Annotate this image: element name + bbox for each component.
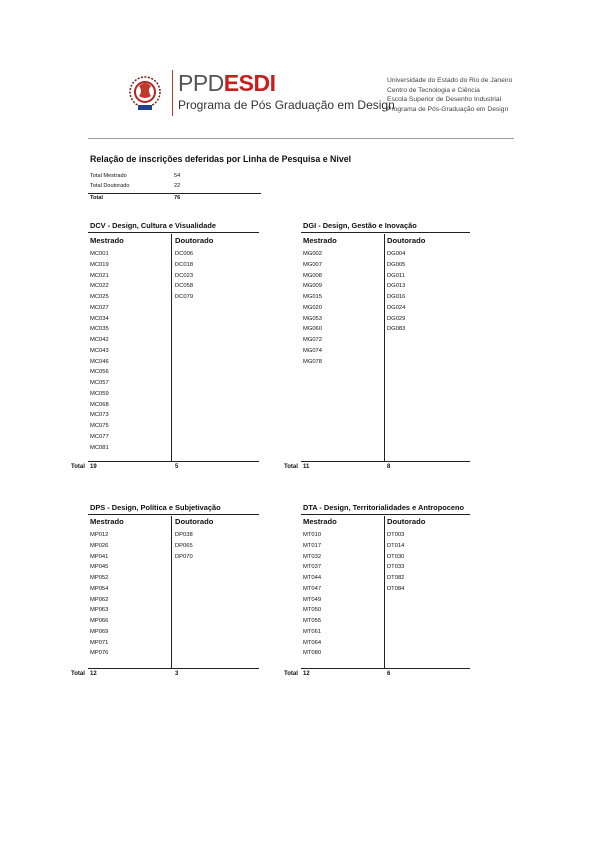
code-entry: MT044 <box>303 575 322 581</box>
code-entry: MC068 <box>90 401 109 408</box>
code-entry: MC043 <box>90 347 109 354</box>
code-entry: MG074 <box>303 347 323 354</box>
code-entry: MC059 <box>90 390 109 397</box>
code-entry: DG029 <box>387 315 406 322</box>
code-entry: MP062 <box>90 596 109 603</box>
summary-value: 76 <box>174 195 181 201</box>
summary-value: 22 <box>174 183 181 189</box>
code-entry: MP066 <box>90 618 109 624</box>
code-entry: MC046 <box>90 358 109 365</box>
code-entry: DT014 <box>387 542 405 549</box>
code-entry: DP070 <box>175 553 193 560</box>
column-divider <box>384 234 385 461</box>
code-entry: MP026 <box>90 542 109 549</box>
code-entry: MC035 <box>90 326 109 333</box>
code-entry: DC018 <box>175 261 194 268</box>
code-entry: DG016 <box>387 294 406 300</box>
section-total-label: Total <box>71 671 85 677</box>
code-entry: MT050 <box>303 607 322 614</box>
code-entry: MG053 <box>303 315 323 322</box>
code-entry: DG013 <box>387 283 406 290</box>
brand-subtitle: Programa de Pós Graduação em Design <box>178 98 395 112</box>
section-title-dps: DPS - Design, Política e Subjetivação <box>90 503 221 512</box>
document-title: Relação de inscrições deferidas por Linha de Pesquisa e Nivel <box>90 154 352 164</box>
mestrado-code-list <box>303 249 322 367</box>
section-total-doutorado: 6 <box>387 671 391 677</box>
code-entry: DC006 <box>175 251 194 257</box>
code-entry: MC034 <box>90 315 109 322</box>
code-entry: MG002 <box>303 251 323 257</box>
code-entry: MP054 <box>90 585 109 592</box>
column-divider <box>171 516 172 668</box>
code-entry: MP071 <box>90 639 109 646</box>
code-entry: MT032 <box>303 553 322 560</box>
section-total-doutorado: 3 <box>175 671 179 677</box>
code-entry: DC079 <box>175 294 194 300</box>
column-header-doutorado: Doutorado <box>175 517 214 526</box>
institution-line: Universidade do Estado do Rio de Janeiro <box>387 77 513 84</box>
summary-label: Total Mestrado <box>90 173 127 179</box>
column-header-mestrado: Mestrado <box>303 236 337 245</box>
header-divider <box>88 138 514 139</box>
code-entry: MT017 <box>303 542 322 549</box>
code-entry: DG004 <box>387 251 406 257</box>
section-title-dta: DTA - Design, Territorialidades e Antropoceno <box>303 503 464 512</box>
column-divider <box>171 234 172 461</box>
code-entry: DG024 <box>387 304 406 311</box>
brand-logo <box>178 70 275 96</box>
logo-divider <box>172 70 173 116</box>
institution-line: Programa de Pós-Graduação em Design <box>387 105 509 113</box>
code-entry: MG072 <box>303 337 323 343</box>
code-entry: MT055 <box>303 618 322 624</box>
institution-line: Escola Superior de Desenho Industrial <box>387 96 502 104</box>
section-title-dcv: DCV - Design, Cultura e Visualidade <box>90 221 216 230</box>
column-header-doutorado: Doutorado <box>387 236 426 245</box>
code-entry: MC022 <box>90 283 109 290</box>
doutorado-code-list <box>175 530 193 562</box>
summary-row-doutorado <box>90 183 260 193</box>
section-total-mestrado: 12 <box>90 671 97 677</box>
section-total-mestrado: 11 <box>303 464 310 470</box>
institution-line: Centro de Tecnologia e Ciência <box>387 86 480 94</box>
mestrado-code-list <box>303 530 321 659</box>
code-entry: DG083 <box>387 326 406 333</box>
code-entry: DP038 <box>175 532 193 538</box>
code-entry: MC025 <box>90 294 109 300</box>
code-entry: MC021 <box>90 272 109 279</box>
code-entry: MC019 <box>90 261 109 268</box>
code-entry: MP012 <box>90 532 109 538</box>
code-entry: MG007 <box>303 261 323 268</box>
mestrado-code-list <box>90 530 108 659</box>
section-total-line <box>301 461 470 462</box>
summary-divider <box>88 193 261 194</box>
code-entry: MG060 <box>303 326 323 333</box>
code-entry: DT030 <box>387 553 405 560</box>
brand-esdi: ESDI <box>223 70 276 96</box>
summary-label: Total <box>90 195 103 201</box>
section-total-label: Total <box>284 464 298 470</box>
section-title-underline <box>301 232 470 233</box>
summary-label: Total Doutorado <box>90 183 130 189</box>
doutorado-code-list <box>175 249 193 303</box>
institution-block <box>387 76 512 114</box>
section-total-line <box>88 461 259 462</box>
section-title-underline <box>88 514 259 515</box>
code-entry: MC081 <box>90 444 109 451</box>
uerj-emblem-logo <box>127 74 163 114</box>
code-entry: MT061 <box>303 628 322 635</box>
code-entry: MG009 <box>303 283 323 290</box>
section-total-doutorado: 5 <box>175 464 179 470</box>
code-entry: MC001 <box>90 251 109 257</box>
section-total-line <box>88 668 259 669</box>
code-entry: MP045 <box>90 564 109 571</box>
column-divider <box>384 516 385 668</box>
brand-ppd: PPD <box>178 70 224 96</box>
code-entry: DT033 <box>387 564 405 571</box>
code-entry: DT003 <box>387 532 405 538</box>
code-entry: MT037 <box>303 564 322 571</box>
code-entry: MT049 <box>303 596 322 603</box>
code-entry: DC023 <box>175 272 194 279</box>
section-title-underline <box>301 514 470 515</box>
code-entry: MC075 <box>90 423 109 429</box>
code-entry: MT080 <box>303 650 322 657</box>
summary-row-mestrado <box>90 173 260 183</box>
column-header-mestrado: Mestrado <box>303 517 337 526</box>
section-total-mestrado: 19 <box>90 464 97 470</box>
code-entry: MP041 <box>90 553 109 560</box>
code-entry: MP069 <box>90 628 109 635</box>
column-header-mestrado: Mestrado <box>90 236 124 245</box>
section-total-doutorado: 8 <box>387 464 391 470</box>
code-entry: MC077 <box>90 433 109 440</box>
code-entry: MC056 <box>90 369 109 376</box>
code-entry: MP052 <box>90 575 109 581</box>
code-entry: MP063 <box>90 607 109 614</box>
code-entry: MT010 <box>303 532 322 538</box>
code-entry: MG008 <box>303 272 323 279</box>
section-total-mestrado: 12 <box>303 671 310 677</box>
code-entry: MG020 <box>303 304 323 311</box>
summary-row-total <box>90 195 260 205</box>
doutorado-code-list <box>387 249 405 335</box>
column-header-doutorado: Doutorado <box>175 236 214 245</box>
code-entry: MC073 <box>90 412 109 419</box>
mestrado-code-list <box>90 249 109 453</box>
code-entry: MC027 <box>90 304 109 311</box>
summary-value: 54 <box>174 173 181 179</box>
section-title-underline <box>88 232 259 233</box>
section-total-label: Total <box>284 671 298 677</box>
column-header-doutorado: Doutorado <box>387 517 426 526</box>
code-entry: DC058 <box>175 283 194 290</box>
code-entry: DT082 <box>387 575 405 581</box>
code-entry: DP065 <box>175 542 193 549</box>
code-entry: MC057 <box>90 380 109 386</box>
code-entry: DT084 <box>387 585 405 592</box>
code-entry: MC042 <box>90 337 109 343</box>
section-title-dgi: DGI - Design, Gestão e Inovação <box>303 221 417 230</box>
column-header-mestrado: Mestrado <box>90 517 124 526</box>
code-entry: MG078 <box>303 358 323 365</box>
code-entry: DG005 <box>387 261 406 268</box>
section-total-line <box>301 668 470 669</box>
code-entry: MG015 <box>303 294 323 300</box>
section-total-label: Total <box>71 464 85 470</box>
doutorado-code-list <box>387 530 404 595</box>
code-entry: MT047 <box>303 585 322 592</box>
code-entry: MP076 <box>90 650 109 657</box>
code-entry: DG011 <box>387 272 405 279</box>
code-entry: MT064 <box>303 639 322 646</box>
